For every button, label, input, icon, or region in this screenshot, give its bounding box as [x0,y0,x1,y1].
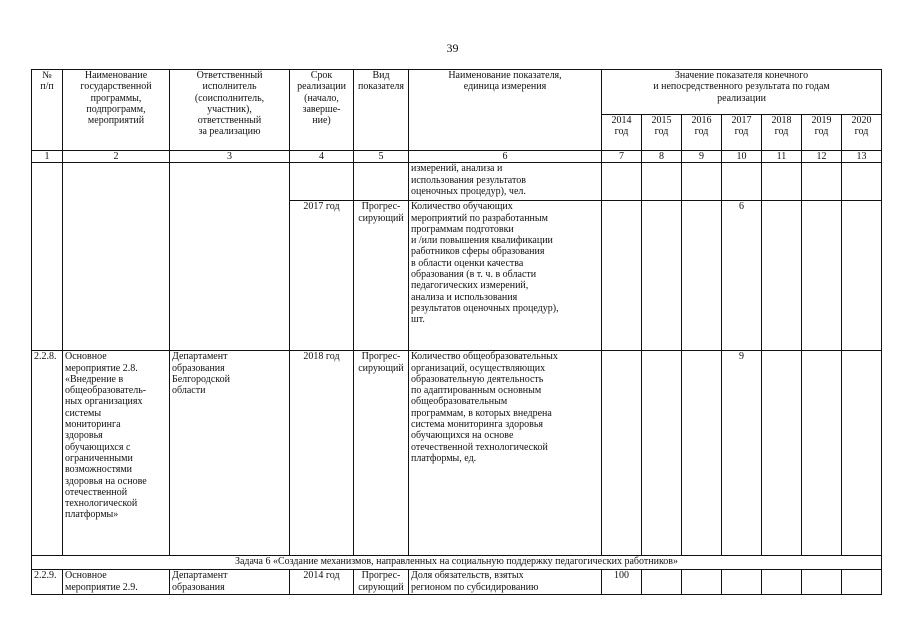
row-indicator-type: Прогрес- сирующий [354,351,409,556]
column-numbers-row [32,151,882,163]
row-program-name: Основное мероприятие 2.8. «Внедрение в общеобразователь- ных организациях системы мониторинга здоровья обучающихся с ограниченными возможностями здоровья на основе отечественной технологической платформы» [63,351,170,556]
row-value: 9 [722,351,762,556]
row-num: 2.2.9. [32,570,63,595]
task-title: Задача 6 «Создание механизмов, направленных на социальную поддержку педагогических работников» [32,556,882,570]
column-number: 12 [802,151,842,163]
row-indicator-type: Прогрес- сирующий [354,570,409,595]
row-value [842,163,882,201]
header-program-name: Наименование государственной программы, подпрограмм, мероприятий [63,70,170,151]
row-value [642,570,682,595]
row-value [682,201,722,351]
row-responsible: Департамент образования Белгородской области [170,351,290,556]
header-indicator-name: Наименование показателя, единица измерения [409,70,602,151]
header-term: Срок реализации (начало, заверше- ние) [290,70,354,151]
column-number: 7 [602,151,642,163]
row-value [842,351,882,556]
column-number: 9 [682,151,722,163]
column-number: 8 [642,151,682,163]
column-number: 4 [290,151,354,163]
header-row [32,70,882,115]
header-year-2017: 2017 год [722,115,762,151]
table-row [32,163,882,201]
program-indicators-table [31,69,882,595]
header-indicator-type: Вид показателя [354,70,409,151]
row-term: 2018 год [290,351,354,556]
row-value [602,201,642,351]
row-value: 100 [602,570,642,595]
row-value [682,351,722,556]
row-indicator-name: Количество обучающих мероприятий по разработанным программам подготовки и /или повышения квалификации работников сферы образования в области оценки качества образования (в т. ч. в области педагогических измерений, анализа и использования результатов оценочных процедур), шт. [409,201,602,351]
row-responsible: Департамент образования [170,570,290,595]
column-number: 5 [354,151,409,163]
header-year-2018: 2018 год [762,115,802,151]
column-number: 3 [170,151,290,163]
row-num [32,163,63,351]
header-year-2015: 2015 год [642,115,682,151]
row-value [842,201,882,351]
table-row [32,351,882,556]
row-indicator-name: измерений, анализа и использования результатов оценочных процедур), чел. [409,163,602,201]
row-value [722,570,762,595]
row-program-name: Основное мероприятие 2.9. [63,570,170,595]
row-value [802,570,842,595]
header-values-group: Значение показателя конечного и непосредственного результата по годам реализации [602,70,882,115]
column-number: 2 [63,151,170,163]
row-value [602,163,642,201]
header-year-2019: 2019 год [802,115,842,151]
header-responsible: Ответственный исполнитель (соисполнитель, участник), ответственный за реализацию [170,70,290,151]
row-value [802,201,842,351]
row-indicator-name: Доля обязательств, взятых регионом по субсидированию [409,570,602,595]
task-row [32,556,882,570]
row-program-name [63,163,170,351]
row-value [682,163,722,201]
column-number: 11 [762,151,802,163]
column-number: 1 [32,151,63,163]
row-responsible [170,163,290,351]
row-value: 6 [722,201,762,351]
row-value [642,351,682,556]
row-value [642,163,682,201]
row-value [762,163,802,201]
row-value [762,351,802,556]
header-num: № п/п [32,70,63,151]
page-number: 39 [446,41,459,55]
table-row [32,570,882,595]
row-term: 2017 год [290,201,354,351]
row-value [602,351,642,556]
row-value [762,201,802,351]
row-term [290,163,354,201]
row-value [722,163,762,201]
row-value [842,570,882,595]
row-value [642,201,682,351]
column-number: 13 [842,151,882,163]
row-indicator-name: Количество общеобразовательных организаций, осуществляющих образовательную деятельность по адаптированным основным общеобразовательным программам, в которых внедрена система мониторинга здоровья обучающихся на основе отечественной технологической платформы, ед. [409,351,602,556]
row-value [682,570,722,595]
row-indicator-type: Прогрес- сирующий [354,201,409,351]
row-value [802,351,842,556]
row-value [762,570,802,595]
header-year-2020: 2020 год [842,115,882,151]
row-term: 2014 год [290,570,354,595]
row-num: 2.2.8. [32,351,63,556]
column-number: 10 [722,151,762,163]
column-number: 6 [409,151,602,163]
header-year-2016: 2016 год [682,115,722,151]
row-indicator-type [354,163,409,201]
header-year-2014: 2014 год [602,115,642,151]
row-value [802,163,842,201]
